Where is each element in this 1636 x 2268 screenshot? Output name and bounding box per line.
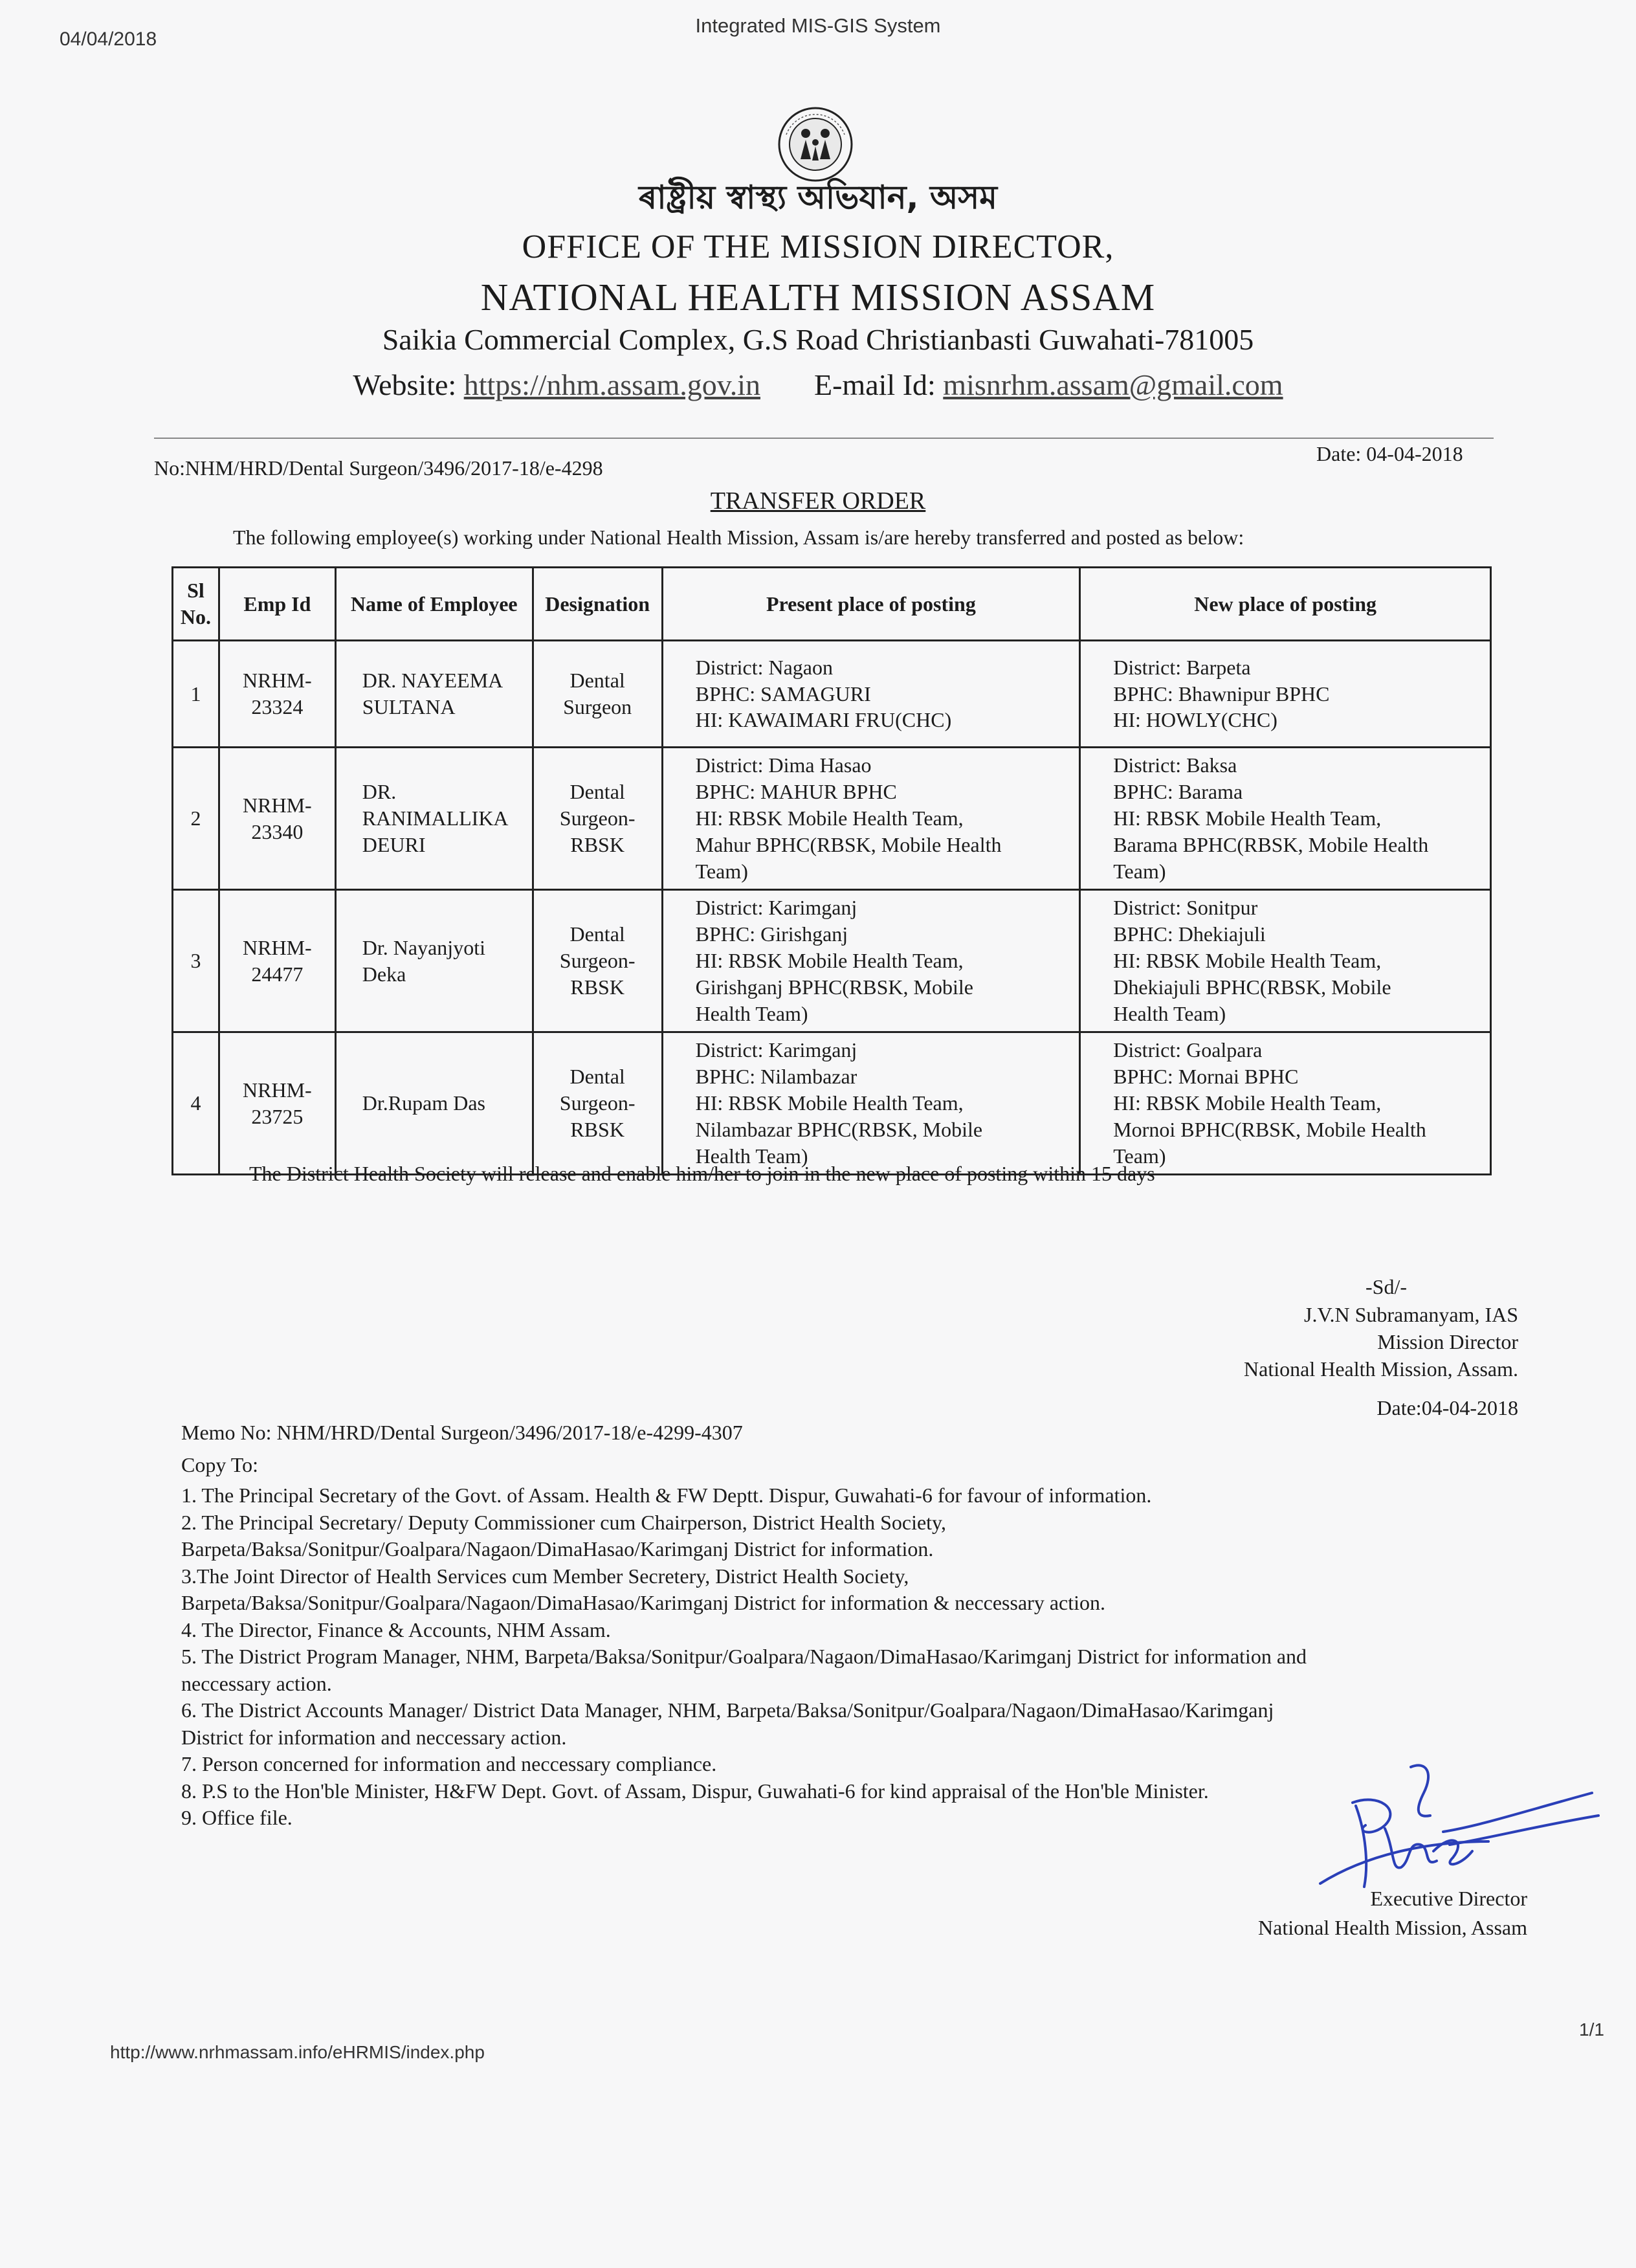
footer-url[interactable]: http://www.nrhmassam.info/eHRMIS/index.php bbox=[110, 2042, 485, 2062]
signatory-name: J.V.N Subramanyam, IAS bbox=[1304, 1303, 1518, 1326]
list-item: 6. The District Accounts Manager/ District Data Manager, NHM, Barpeta/Baksa/Sonitpur/Goalpara/Nagaon/DimaHasao/Karimganj bbox=[181, 1698, 1274, 1722]
present-line: District: Dima Hasao bbox=[695, 753, 872, 777]
new-line: District: Goalpara bbox=[1113, 1038, 1263, 1062]
present-line: BPHC: Girishganj bbox=[695, 922, 848, 946]
list-item: 2. The Principal Secretary/ Deputy Commissioner cum Chairperson, District Health Society, bbox=[181, 1510, 946, 1534]
present-line: Mahur BPHC(RBSK, Mobile Health bbox=[695, 832, 1002, 856]
name-line: DR. bbox=[362, 780, 397, 804]
header-designation: Designation bbox=[533, 568, 662, 641]
present-line: Girishganj BPHC(RBSK, Mobile bbox=[695, 975, 973, 999]
designation-line: Surgeon- bbox=[559, 1091, 636, 1115]
emp-id-line: 23324 bbox=[251, 695, 304, 718]
name-line: DR. NAYEEMA bbox=[362, 669, 503, 693]
memo-number: Memo No: NHM/HRD/Dental Surgeon/3496/2017-18/e-4299-4307 bbox=[181, 1421, 743, 1444]
cell-present-posting bbox=[662, 1032, 1080, 1175]
header-new-posting: New place of posting bbox=[1080, 568, 1491, 641]
present-line: Health Team) bbox=[695, 1144, 808, 1168]
signed-mark: -Sd/- bbox=[1365, 1275, 1407, 1298]
order-date: Date: 04-04-2018 bbox=[1316, 442, 1463, 465]
executive-organization: National Health Mission, Assam bbox=[1258, 1916, 1527, 1939]
new-line: Team) bbox=[1113, 859, 1166, 883]
contact-line bbox=[0, 368, 1636, 402]
header-divider bbox=[154, 438, 1494, 439]
table-row bbox=[173, 890, 1491, 1032]
page-number: 1/1 bbox=[1579, 2019, 1604, 2040]
designation-line: Dental bbox=[569, 669, 625, 693]
new-line: Health Team) bbox=[1113, 1001, 1226, 1025]
system-title: Integrated MIS-GIS System bbox=[695, 14, 941, 37]
list-item: neccessary action. bbox=[181, 1671, 332, 1695]
name-line: RANIMALLIKA bbox=[362, 806, 509, 830]
header-present-posting: Present place of posting bbox=[662, 568, 1080, 641]
designation-line: RBSK bbox=[570, 832, 625, 856]
cell-employee-name bbox=[335, 890, 533, 1032]
copy-to-label: Copy To: bbox=[181, 1453, 258, 1476]
cell-emp-id bbox=[219, 641, 335, 748]
list-item: District for information and neccessary action. bbox=[181, 1725, 567, 1749]
bengali-office-name: ৰাষ্ট্ৰীয় স্বাস্থ্য অভিযান, অসম bbox=[638, 179, 998, 216]
new-line: District: Baksa bbox=[1113, 753, 1237, 777]
cell-present-posting bbox=[662, 748, 1080, 890]
present-line: District: Karimganj bbox=[695, 896, 857, 920]
emp-id-line: 24477 bbox=[251, 962, 304, 986]
cell-designation bbox=[533, 748, 662, 890]
cell-emp-id bbox=[219, 1032, 335, 1175]
table-header-row bbox=[173, 568, 1491, 641]
list-item: 1. The Principal Secretary of the Govt. of Assam. Health & FW Deptt. Dispur, Guwahati-6 for favour of information. bbox=[181, 1484, 1152, 1507]
order-number: No:NHM/HRD/Dental Surgeon/3496/2017-18/e-4298 bbox=[154, 456, 603, 480]
email-link[interactable]: misnrhm.assam@gmail.com bbox=[943, 368, 1283, 401]
office-title: OFFICE OF THE MISSION DIRECTOR, bbox=[522, 228, 1114, 265]
new-line: HI: RBSK Mobile Health Team, bbox=[1113, 949, 1382, 973]
new-line: District: Sonitpur bbox=[1113, 896, 1258, 920]
new-line: Barama BPHC(RBSK, Mobile Health bbox=[1113, 832, 1429, 856]
designation-line: RBSK bbox=[570, 1117, 625, 1141]
cell-employee-name bbox=[335, 1032, 533, 1175]
release-note: The District Health Society will release and enable him/her to join in the new place of posting within 15 days bbox=[249, 1162, 1155, 1185]
emp-id-line: 23340 bbox=[251, 819, 304, 843]
present-line: District: Karimganj bbox=[695, 1038, 857, 1062]
list-item: 5. The District Program Manager, NHM, Barpeta/Baksa/Sonitpur/Goalpara/Nagaon/DimaHasao/Karimganj District for information and bbox=[181, 1645, 1307, 1668]
cell-sl: 1 bbox=[173, 641, 219, 748]
new-line: District: Barpeta bbox=[1113, 655, 1251, 679]
header-emp-id: Emp Id bbox=[219, 568, 335, 641]
signatory-designation: Mission Director bbox=[1377, 1330, 1518, 1353]
new-line: BPHC: Dhekiajuli bbox=[1113, 922, 1266, 946]
present-line: Health Team) bbox=[695, 1001, 808, 1025]
name-line: DEURI bbox=[362, 832, 426, 856]
present-line: BPHC: MAHUR BPHC bbox=[695, 780, 897, 804]
present-line: BPHC: Nilambazar bbox=[695, 1065, 857, 1089]
cell-new-posting bbox=[1080, 748, 1491, 890]
cell-designation bbox=[533, 641, 662, 748]
cell-designation bbox=[533, 890, 662, 1032]
list-item: Barpeta/Baksa/Sonitpur/Goalpara/Nagaon/DimaHasao/Karimganj District for information & neccessary action. bbox=[181, 1591, 1105, 1614]
name-line: SULTANA bbox=[362, 695, 456, 718]
cell-present-posting bbox=[662, 641, 1080, 748]
cell-new-posting bbox=[1080, 641, 1491, 748]
new-line: HI: HOWLY(CHC) bbox=[1113, 708, 1277, 732]
designation-line: Dental bbox=[569, 1065, 625, 1089]
present-line: Team) bbox=[695, 859, 748, 883]
table-row bbox=[173, 748, 1491, 890]
name-line: Dr.Rupam Das bbox=[362, 1091, 485, 1115]
table-row bbox=[173, 1032, 1491, 1175]
designation-line: RBSK bbox=[570, 975, 625, 999]
new-line: BPHC: Bhawnipur BPHC bbox=[1113, 682, 1330, 706]
cell-designation bbox=[533, 1032, 662, 1175]
order-intro: The following employee(s) working under National Health Mission, Assam is/are hereby transferred and posted as below: bbox=[233, 526, 1244, 549]
print-date: 04/04/2018 bbox=[60, 28, 157, 50]
new-line: Team) bbox=[1113, 1144, 1166, 1168]
executive-title: Executive Director bbox=[1370, 1887, 1527, 1910]
present-line: HI: KAWAIMARI FRU(CHC) bbox=[695, 708, 952, 732]
new-line: HI: RBSK Mobile Health Team, bbox=[1113, 1091, 1382, 1115]
new-line: Dhekiajuli BPHC(RBSK, Mobile bbox=[1113, 975, 1391, 999]
emp-id-line: NRHM- bbox=[243, 935, 312, 959]
cell-emp-id bbox=[219, 748, 335, 890]
signatory-date: Date:04-04-2018 bbox=[1376, 1396, 1518, 1419]
name-line: Dr. Nayanjyoti bbox=[362, 935, 485, 959]
office-address: Saikia Commercial Complex, G.S Road Christianbasti Guwahati-781005 bbox=[382, 323, 1254, 356]
emp-id-line: NRHM- bbox=[243, 669, 312, 693]
cell-emp-id bbox=[219, 890, 335, 1032]
present-line: HI: RBSK Mobile Health Team, bbox=[695, 806, 964, 830]
handwritten-signature bbox=[1294, 1754, 1605, 1903]
name-line: Deka bbox=[362, 962, 406, 986]
transfer-table bbox=[171, 566, 1492, 1175]
header-employee-name: Name of Employee bbox=[335, 568, 533, 641]
signatory-organization: National Health Mission, Assam. bbox=[1244, 1357, 1518, 1381]
cell-employee-name bbox=[335, 748, 533, 890]
list-item: 8. P.S to the Hon'ble Minister, H&FW Dept. Govt. of Assam, Dispur, Guwahati-6 for kind appraisal of the Hon'ble Minister. bbox=[181, 1779, 1209, 1803]
cell-sl: 4 bbox=[173, 1032, 219, 1175]
designation-line: Surgeon bbox=[563, 695, 632, 718]
list-item: Barpeta/Baksa/Sonitpur/Goalpara/Nagaon/DimaHasao/Karimganj District for information. bbox=[181, 1537, 934, 1561]
designation-line: Surgeon- bbox=[559, 949, 636, 973]
designation-line: Dental bbox=[569, 922, 625, 946]
cell-sl: 3 bbox=[173, 890, 219, 1032]
new-line: BPHC: Barama bbox=[1113, 780, 1243, 804]
cell-employee-name bbox=[335, 641, 533, 748]
list-item: 3.The Joint Director of Health Services cum Member Secretery, District Health Society, bbox=[181, 1564, 909, 1588]
table-row bbox=[173, 641, 1491, 748]
list-item: 4. The Director, Finance & Accounts, NHM Assam. bbox=[181, 1618, 611, 1641]
new-line: Mornoi BPHC(RBSK, Mobile Health bbox=[1113, 1117, 1426, 1141]
cell-new-posting bbox=[1080, 1032, 1491, 1175]
designation-line: Surgeon- bbox=[559, 806, 636, 830]
present-line: BPHC: SAMAGURI bbox=[695, 682, 871, 706]
present-line: HI: RBSK Mobile Health Team, bbox=[695, 1091, 964, 1115]
emp-id-line: 23725 bbox=[251, 1104, 304, 1128]
list-item: 7. Person concerned for information and neccessary compliance. bbox=[181, 1752, 717, 1775]
website-link[interactable]: https://nhm.assam.gov.in bbox=[463, 368, 761, 401]
designation-line: Dental bbox=[569, 780, 625, 804]
emp-id-line: NRHM- bbox=[243, 1078, 312, 1102]
new-line: BPHC: Mornai BPHC bbox=[1113, 1065, 1299, 1089]
header-sl-no: Sl No. bbox=[173, 568, 219, 641]
emp-id-line: NRHM- bbox=[243, 793, 312, 817]
present-line: District: Nagaon bbox=[695, 655, 833, 679]
email-label: E-mail Id: bbox=[814, 368, 936, 401]
list-item: 9. Office file. bbox=[181, 1806, 293, 1829]
present-line: Nilambazar BPHC(RBSK, Mobile bbox=[695, 1117, 983, 1141]
website-label: Website: bbox=[353, 368, 457, 401]
cell-present-posting bbox=[662, 890, 1080, 1032]
present-line: HI: RBSK Mobile Health Team, bbox=[695, 949, 964, 973]
cell-new-posting bbox=[1080, 890, 1491, 1032]
cell-sl: 2 bbox=[173, 748, 219, 890]
new-line: HI: RBSK Mobile Health Team, bbox=[1113, 806, 1382, 830]
organization-title: NATIONAL HEALTH MISSION ASSAM bbox=[480, 276, 1156, 318]
order-heading: TRANSFER ORDER bbox=[710, 487, 926, 515]
